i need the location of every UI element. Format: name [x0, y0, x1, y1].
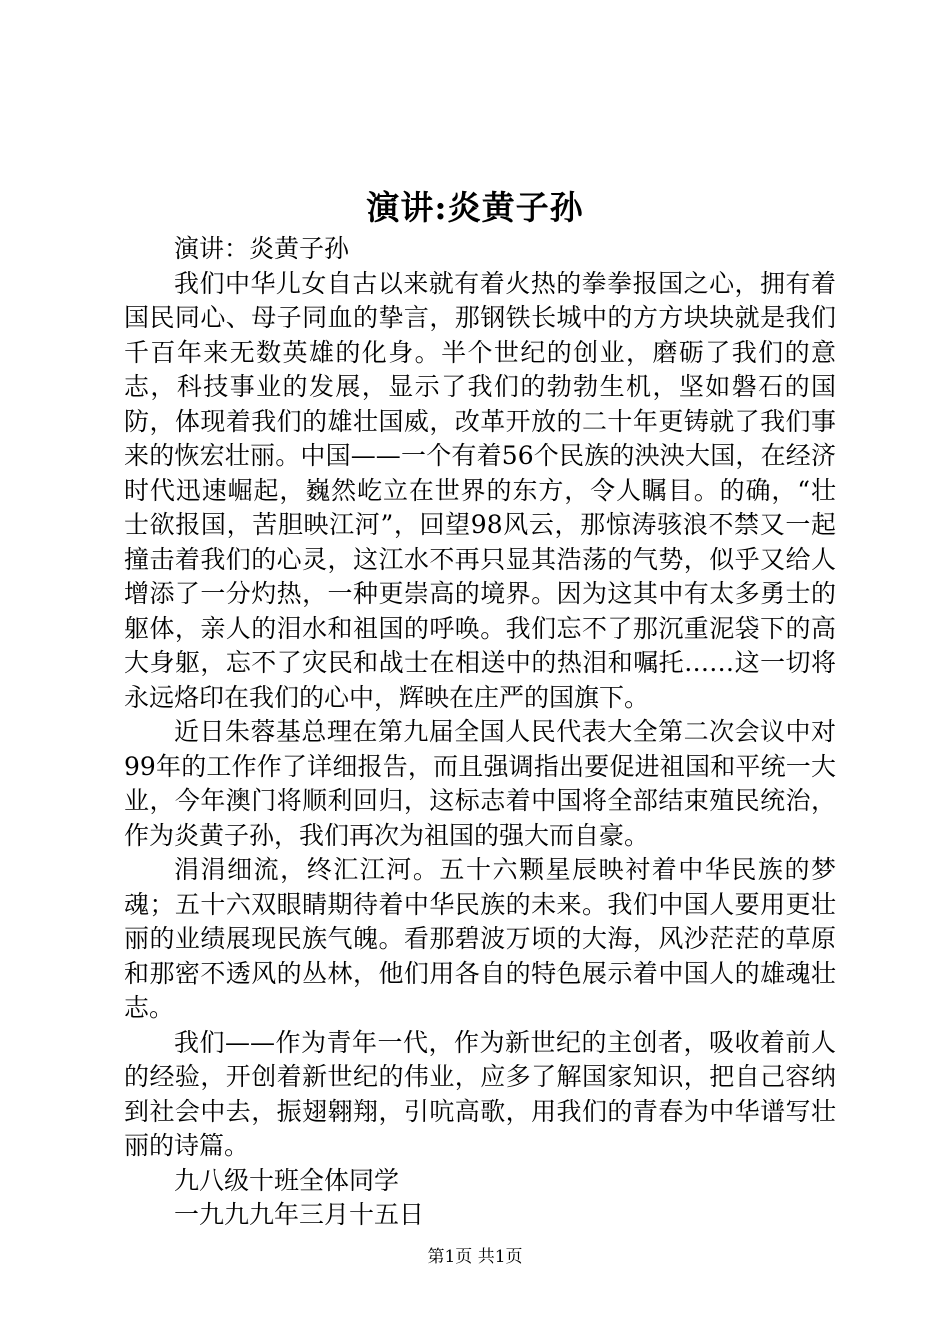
paragraph-3: 涓涓细流，终汇江河。五十六颗星辰映衬着中华民族的梦魂；五十六双眼睛期待着中华民族的未来。我们中国人要用更壮丽的业绩展现民族气魄。看那碧波万顷的大海，风沙茫茫的草原和那密不透风的丛林，他们用各自的特色展示着中国人的雄魂壮志。 [124, 855, 836, 1022]
paragraph-1: 我们中华儿女自古以来就有着火热的拳拳报国之心，拥有着国民同心、母子同血的挚言，那钢铁长城中的方方块块就是我们千百年来无数英雄的化身。半个世纪的创业，磨砺了我们的意志，科技事业的发展，显示了我们的勃勃生机，坚如磐石的国防，体现着我们的雄壮国威，改革开放的二十年更铸就了我们事来的恢宏壮丽。中国——一个有着56个民族的泱泱大国，在经济时代迅速崛起，巍然屹立在世界的东方，令人瞩目。的确，“壮士欲报国，苦胆映江河”，回望98风云，那惊涛骇浪不禁又一起撞击着我们的心灵，这江水不再只显其浩荡的气势，似乎又给人增添了一分灼热，一种更崇高的境界。因为这其中有太多勇士的躯体，亲人的泪水和祖国的呼唤。我们忘不了那沉重泥袋下的高大身躯，忘不了灾民和战士在相送中的热泪和嘱托……这一切将永远烙印在我们的心中，辉映在庄严的国旗下。 [124, 268, 836, 712]
paragraph-4: 我们——作为青年一代，作为新世纪的主创者，吸收着前人的经验，开创着新世纪的伟业，应多了解国家知识，把自己容纳到社会中去，振翅翱翔，引吭高歌，用我们的青春为中华谱写壮丽的诗篇。 [124, 1027, 836, 1160]
subtitle-line: 演讲：炎黄子孙 [174, 234, 350, 263]
document-body [124, 232, 836, 1233]
paragraph-2: 近日朱蓉基总理在第九届全国人民代表大全第二次会议中对99年的工作作了详细报告，而且强调指出要促进祖国和平统一大业，今年澳门将顺利回归，这标志着中国将全部结束殖民统治，作为炎黄子孙，我们再次为祖国的强大而自豪。 [124, 717, 836, 850]
date: 一九九九年三月十五日 [174, 1200, 425, 1229]
page-footer: 第1页 共1页 [427, 1247, 523, 1267]
signature: 九八级十班全体同学 [174, 1165, 400, 1195]
document-title: 演讲:炎黄子孙 [366, 188, 584, 227]
